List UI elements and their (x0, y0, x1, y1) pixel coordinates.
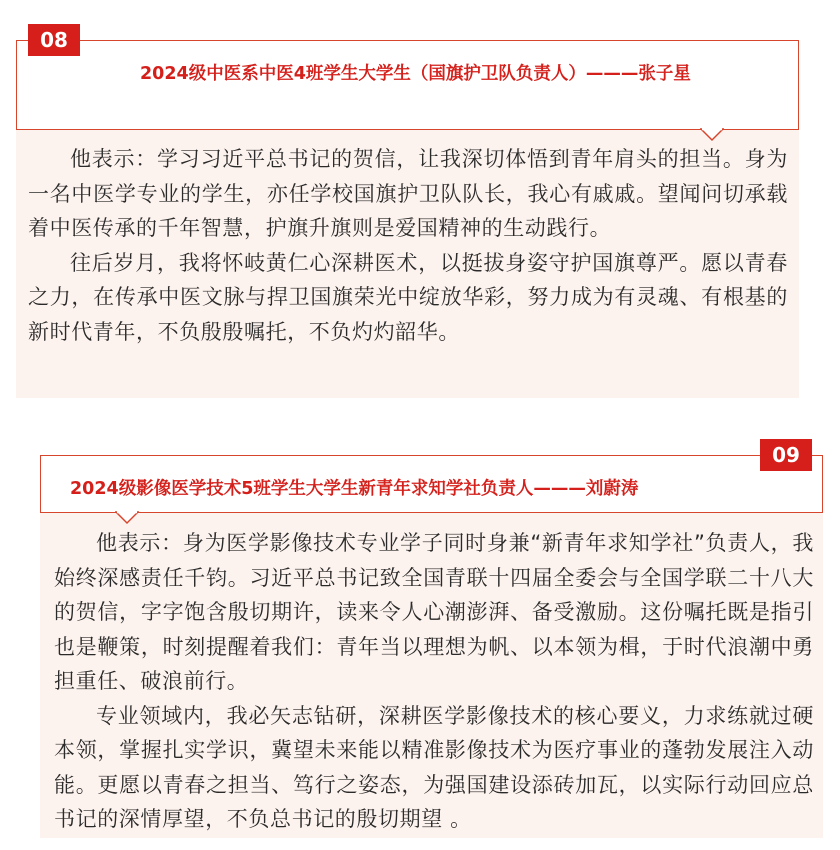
section-09-body (54, 526, 814, 837)
section-08-header-box (16, 40, 799, 130)
section-08-body (28, 142, 788, 349)
section-08-paragraph-1: 他表示：学习习近平总书记的贺信，让我深切体悟到青年肩头的担当。身为一名中医学专业的学生，亦任学校国旗护卫队队长，我心有戚戚。望闻问切承载着中医传承的千年智慧，护旗升旗则是爱国精神的生动践行。 (28, 147, 788, 240)
section-09-header-notch (115, 511, 139, 525)
section-09-title: 2024级影像医学技术5班学生大学生新青年求知学社负责人———刘蔚涛 (70, 479, 639, 499)
section-09-paragraph-2: 专业领域内，我必矢志钻研，深耕医学影像技术的核心要义，力求练就过硬本领，掌握扎实学识，冀望未来能以精准影像技术为医疗事业的蓬勃发展注入动能。更愿以青春之担当、笃行之姿态，为强国建设添砖加瓦，以实际行动回应总书记的深情厚望，不负总书记的殷切期望 。 (54, 703, 814, 831)
section-08-header-notch (700, 128, 724, 142)
section-09-number-badge: 09 (760, 439, 812, 471)
section-08-title: 2024级中医系中医4班学生大学生（国旗护卫队负责人）———张子星 (140, 64, 691, 84)
section-08-paragraph-2: 往后岁月，我将怀岐黄仁心深耕医术，以挺拔身姿守护国旗尊严。愿以青春之力，在传承中医文脉与捍卫国旗荣光中绽放华彩，努力成为有灵魂、有根基的新时代青年，不负殷殷嘱托，不负灼灼韶华。 (28, 250, 788, 344)
section-08-number-badge: 08 (28, 24, 80, 56)
section-09-paragraph-1: 他表示：身为医学影像技术专业学子同时身兼“新青年求知学社”负责人，我始终深感责任千钧。习近平总书记致全国青联十四届全委会与全国学联二十八大的贺信，字字饱含殷切期许，读来令人心潮澎湃、备受激励。这份嘱托既是指引也是鞭策，时刻提醒着我们：青年当以理想为帆、以本领为楫，于时代浪潮中勇担重任、破浪前行。 (54, 531, 814, 693)
